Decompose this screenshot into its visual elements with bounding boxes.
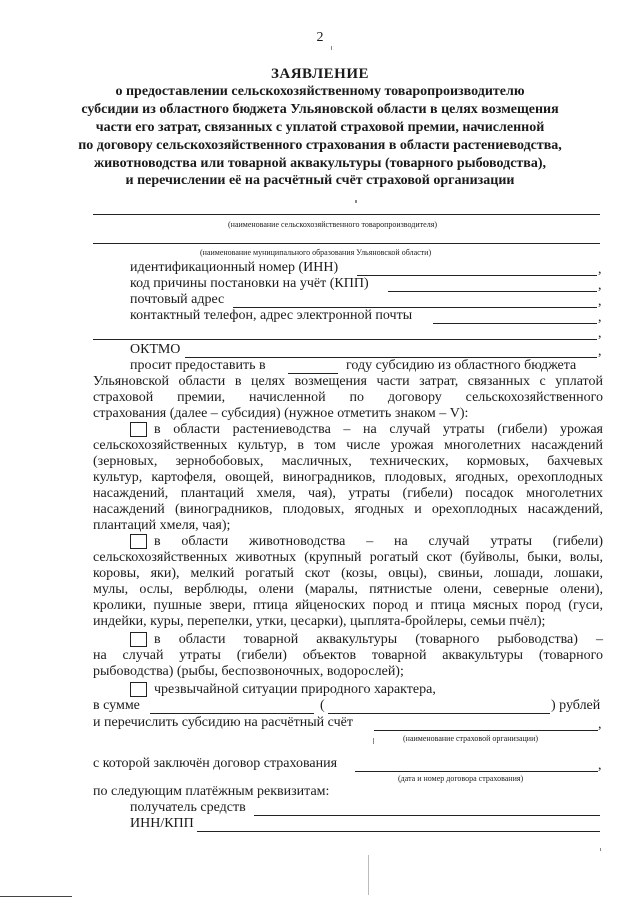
crops-line: сельскохозяйственных культур, в том числе урожая многолетних насаждений [93, 438, 603, 453]
scan-speck [368, 855, 369, 895]
crops-option-text: в области растениеводства – на случай утраты (гибели) урожая [154, 422, 603, 437]
producer-name-caption: (наименование сельскохозяйственного товаропроизводителя) [228, 220, 438, 229]
phone-email-input-line[interactable] [433, 323, 597, 324]
request-line: страхования (далее – субсидия) (нужное отметить знаком – V): [93, 406, 469, 421]
subtitle-line: по договору сельскохозяйственного страхования в области растениеводства, [78, 138, 562, 153]
phone-email-input-line-2[interactable] [93, 339, 597, 340]
sum-paren-open: ( [320, 698, 325, 713]
oktmo-label: ОКТМО [130, 342, 181, 357]
livestock-line: индейки, куры, перепелки, утки, цесарки), цыплята-бройлеры, семьи пчёл); [93, 614, 546, 629]
request-line: Ульяновской области в целях возмещения части затрат, связанных с уплатой [93, 374, 603, 389]
scan-speck [600, 848, 601, 851]
crops-line: насаждений, плантаций хмеля, чая), утраты (гибели) посадок многолетних [93, 486, 603, 501]
aquaculture-checkbox[interactable] [130, 632, 147, 647]
aquaculture-option-text: в области товарной аквакультуры (товарного рыбоводства) – [154, 632, 603, 647]
scan-speck [331, 46, 332, 50]
aquaculture-line: на случай утраты (гибели) объектов товарной аквакультуры (товарного [93, 648, 603, 663]
comma: , [598, 326, 602, 341]
subtitle-line: субсидии из областного бюджета Ульяновской области в целях возмещения [81, 102, 559, 117]
requisites-label: по следующим платёжным реквизитам: [93, 784, 330, 799]
subtitle-line: о предоставлении сельскохозяйственному товаропроизводителю [115, 84, 525, 99]
crops-line: культур, картофеля, овощей, виноградников, плодовых, ягодных, орехоплодных [93, 470, 603, 485]
sum-digits-line[interactable] [150, 713, 314, 714]
subtitle-line: и перечислении её на расчётный счёт страховой организации [125, 173, 515, 188]
emergency-option-text: чрезвычайной ситуации природного характера, [154, 682, 436, 697]
inn-kpp-input-line[interactable] [197, 831, 600, 832]
kpp-input-line[interactable] [388, 291, 597, 292]
subtitle-line: животноводства или товарной аквакультуры (товарного рыбоводства), [93, 156, 547, 171]
crops-line: плантаций хмеля, чая); [93, 518, 231, 533]
document-title: ЗАЯВЛЕНИЕ [270, 66, 370, 82]
emergency-checkbox[interactable] [130, 682, 147, 697]
comma: , [598, 717, 602, 732]
request-lead-2: году субсидию из областного бюджета [346, 358, 577, 373]
inn-label: идентификационный номер (ИНН) [130, 260, 339, 275]
comma: , [598, 310, 602, 325]
crops-line: (зерновых, зернобобовых, масличных, технических, кормовых, бахчевых [93, 454, 603, 469]
livestock-line: кролики, пушные звери, птица яйценоских пород и птица мясных пород (гуси, [93, 598, 603, 613]
contract-caption: (дата и номер договора страхования) [398, 774, 524, 783]
livestock-checkbox[interactable] [130, 534, 147, 549]
crops-checkbox[interactable] [130, 422, 147, 437]
crops-line: насаждений (виноградников, плодовых, ягодных и орехоплодных насаждений, [93, 502, 603, 517]
livestock-line: мулы, ослы, верблюды, олени (маралы, пятнистые олени, северные олени), [93, 582, 603, 597]
insurer-name-line[interactable] [374, 730, 598, 731]
kpp-label: код причины постановки на учёт (КПП) [130, 276, 369, 291]
aquaculture-line: рыбоводства) (рыбы, беспозвоночных, водорослей); [93, 664, 404, 679]
request-line: страховой премии, начисленной по договору сельскохозяйственного [93, 390, 603, 405]
sum-suffix: ) рублей [551, 698, 601, 713]
insurer-caption: (наименование страховой организации) [403, 734, 539, 743]
producer-name-line[interactable] [93, 214, 600, 215]
comma: , [598, 262, 602, 277]
address-label: почтовый адрес [130, 292, 225, 307]
transfer-label: и перечислить субсидию на расчётный счёт [93, 715, 353, 730]
municipality-caption: (наименование муниципального образования Ульяновской области) [200, 248, 432, 257]
scan-speck [355, 200, 357, 203]
comma: , [598, 758, 602, 773]
page-number: 2 [316, 30, 324, 45]
request-lead: просит предоставить в [130, 358, 266, 373]
recipient-label: получатель средств [130, 800, 246, 815]
contract-input-line[interactable] [355, 771, 598, 772]
livestock-line: сельскохозяйственных животных (крупный рогатый скот (буйволы, быки, волы, [93, 550, 603, 565]
scan-edge-line [0, 896, 72, 897]
sum-words-line[interactable] [328, 713, 550, 714]
livestock-line: коровы, яки), мелкий рогатый скот (козы, овцы), свиньи, лошади, лошаки, [93, 566, 603, 581]
recipient-input-line[interactable] [254, 815, 600, 816]
subtitle-line: части его затрат, связанных с уплатой страховой премии, начисленной [95, 120, 545, 135]
inn-kpp-label: ИНН/КПП [130, 816, 194, 831]
comma: , [598, 278, 602, 293]
livestock-option-text: в области животноводства – на случай утраты (гибели) [154, 534, 603, 549]
comma: , [598, 344, 602, 359]
contract-label: с которой заключён договор страхования [93, 756, 338, 771]
phone-email-label: контактный телефон, адрес электронной почты [130, 308, 413, 323]
sum-label: в сумме [93, 698, 140, 713]
comma: , [598, 294, 602, 309]
scan-speck [373, 738, 374, 744]
municipality-line[interactable] [93, 243, 600, 244]
inn-input-line[interactable] [357, 275, 597, 276]
